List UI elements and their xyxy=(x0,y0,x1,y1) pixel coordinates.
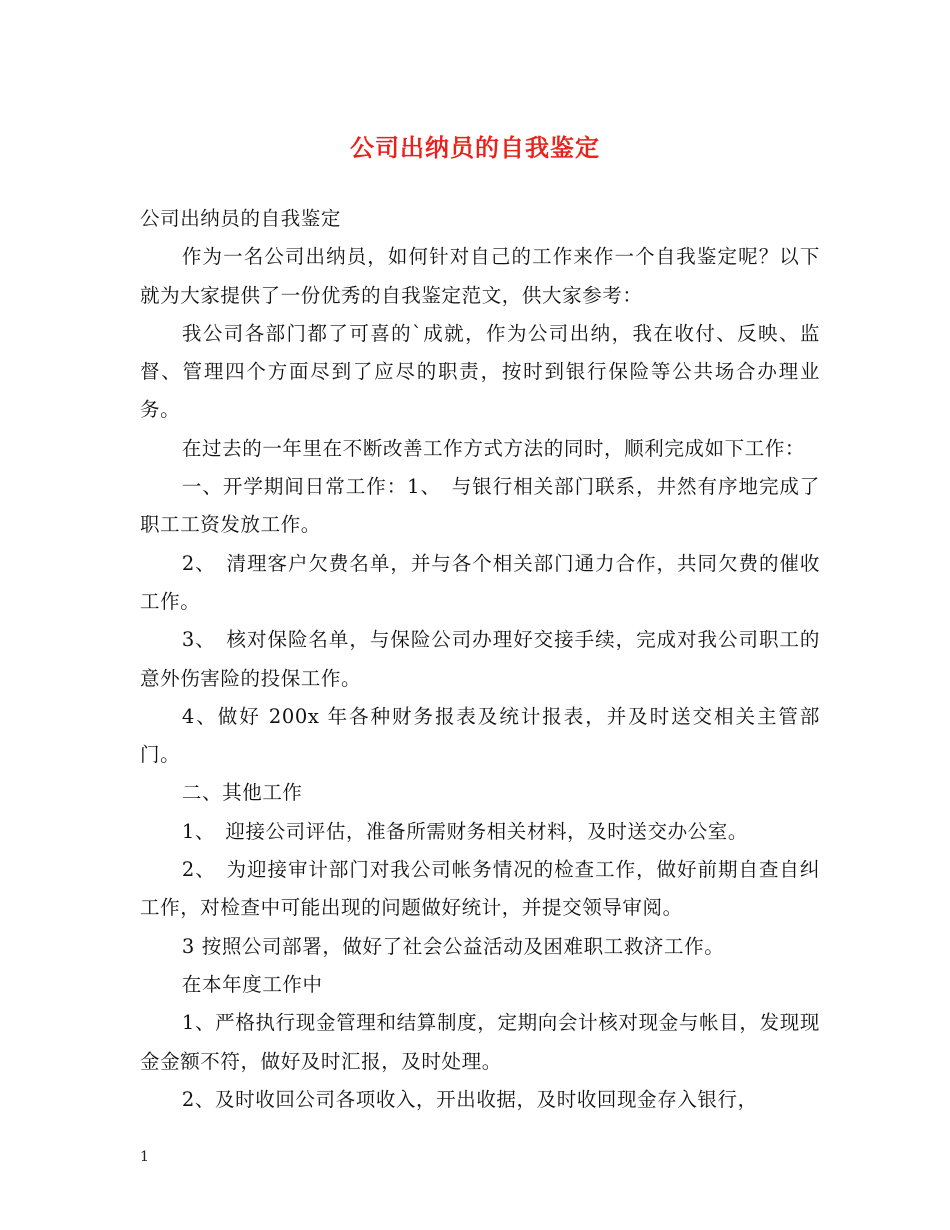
document-body xyxy=(140,200,820,1119)
paragraph: 3、 核对保险名单，与保险公司办理好交接手续，完成对我公司职工的意外伤害险的投保工作。 xyxy=(140,628,820,690)
paragraph: 4、做好 200x 年各种财务报表及统计报表，并及时送交相关主管部门。 xyxy=(140,704,820,767)
paragraph-heading: 公司出纳员的自我鉴定 xyxy=(140,207,342,230)
section-heading: 二、其他工作 xyxy=(181,781,303,805)
paragraph: 2、 为迎接审计部门对我公司帐务情况的检查工作，做好前期自查自纠工作，对检查中可能出现的问题做好统计，并提交领导审阅。 xyxy=(140,858,820,920)
paragraph: 在本年度工作中 xyxy=(181,972,323,996)
paragraph: 在过去的一年里在不断改善工作方式方法的同时，顺利完成如下工作： xyxy=(181,436,806,460)
paragraph: 作为一名公司出纳员，如何针对自己的工作来作一个自我鉴定呢？以下就为大家提供了一份优秀的自我鉴定范文，供大家参考： xyxy=(140,245,820,307)
paragraph: 我公司各部门都了可喜的`成就，作为公司出纳，我在收付、反映、监督、管理四个方面尽到了应尽的职责，按时到银行保险等公共场合办理业务。 xyxy=(140,321,820,422)
paragraph: 2、 清理客户欠费名单，并与各个相关部门通力合作，共同欠费的催收工作。 xyxy=(140,551,820,613)
document-title: 公司出纳员的自我鉴定 xyxy=(350,133,600,162)
paragraph: 1、 迎接公司评估，准备所需财务相关材料，及时送交办公室。 xyxy=(181,819,748,843)
paragraph: 2、及时收回公司各项收入，开出收据，及时收回现金存入银行， xyxy=(181,1087,758,1111)
paragraph: 3 按照公司部署，做好了社会公益活动及困难职工救济工作。 xyxy=(181,934,725,958)
page-number: 1 xyxy=(140,1149,149,1165)
paragraph: 1、严格执行现金管理和结算制度，定期向会计核对现金与帐目，发现现金金额不符，做好及时汇报，及时处理。 xyxy=(140,1011,820,1073)
paragraph: 一、开学期间日常工作：1、 与银行相关部门联系，井然有序地完成了职工工资发放工作。 xyxy=(140,475,820,537)
